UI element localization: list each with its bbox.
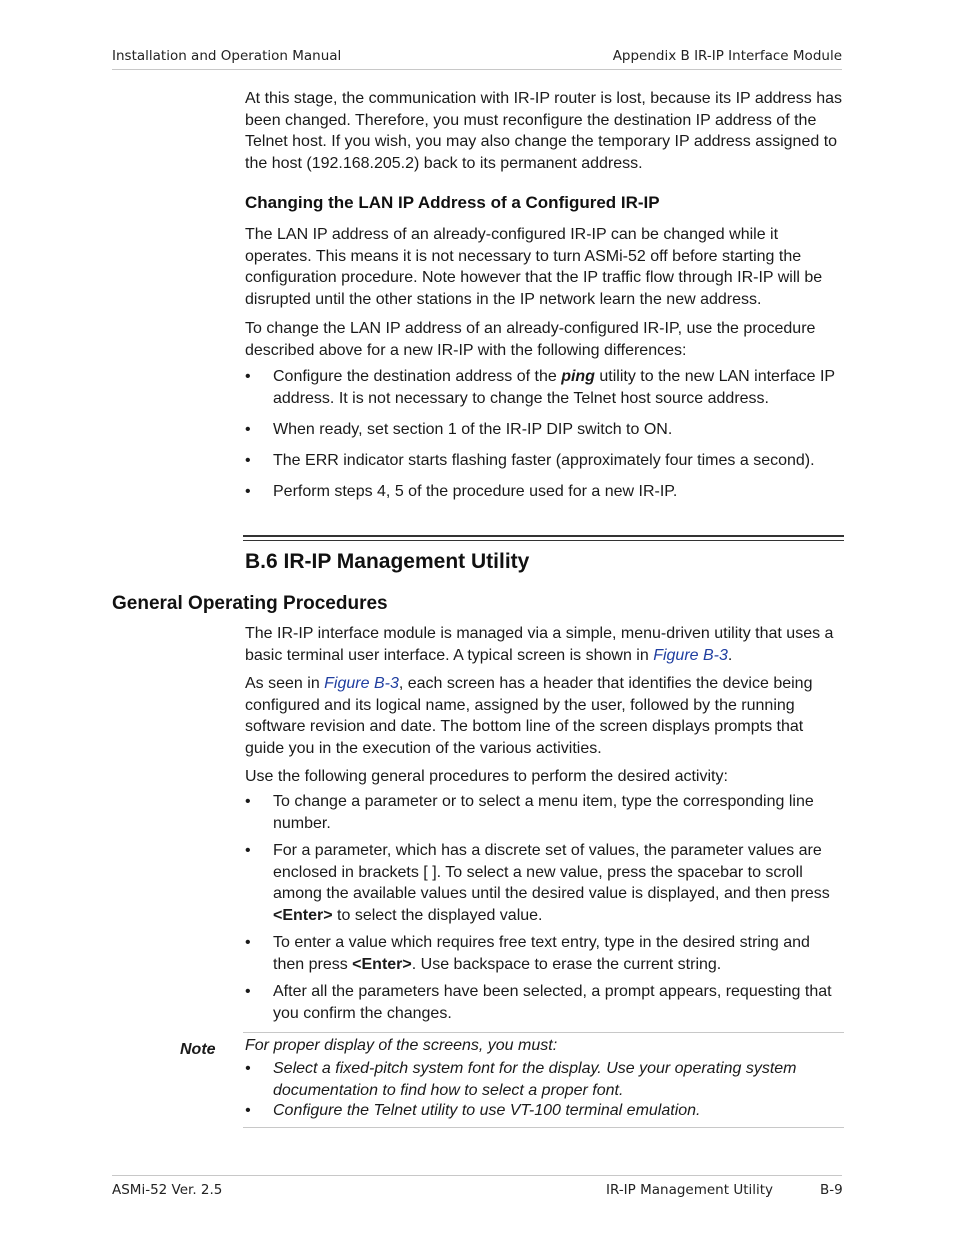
bullet-marker: •: [245, 934, 251, 951]
page-number: B-9: [820, 1182, 843, 1198]
section-heading-lan-ip: Changing the LAN IP Address of a Configured IR-IP: [245, 193, 660, 212]
b6-paragraph-3: Use the following general procedures to perform the desired activity:: [245, 768, 728, 785]
running-header-right: Appendix B IR-IP Interface Module: [612, 48, 842, 64]
bullet-marker: •: [245, 983, 251, 1000]
footer-section: IR-IP Management Utility: [606, 1182, 774, 1198]
ping-command: ping: [561, 368, 595, 385]
b6-paragraph-1: The IR-IP interface module is managed via a simple, menu-driven utility that uses a basic terminal user interface. A typical screen is shown in Figure B-3.: [245, 625, 834, 664]
bullet-marker: •: [245, 483, 251, 500]
footer-product: ASMi-52 Ver. 2.5: [112, 1182, 223, 1198]
footer-divider: [112, 1175, 842, 1176]
section-title-b6: B.6 IR-IP Management Utility: [245, 550, 530, 573]
bullet-marker: •: [245, 842, 251, 859]
list-item-text: The ERR indicator starts flashing faster (approximately four times a second).: [273, 452, 815, 469]
running-header-left: Installation and Operation Manual: [112, 48, 342, 64]
list-item-text: After all the parameters have been selected, a prompt appears, requesting that you confirm the changes.: [273, 983, 832, 1022]
note-bottom-divider: [243, 1127, 844, 1128]
lan-paragraph-2: To change the LAN IP address of an already-configured IR-IP, use the procedure described above for a new IR-IP with the following differences:: [245, 320, 816, 359]
intro-paragraph: At this stage, the communication with IR-IP router is lost, because its IP address has been changed. Therefore, you must reconfigure the destination IP address of the Telnet host. If you wish, you may also change the temporary IP address assigned to the host (192.168.205.2) back to its permanent address.: [245, 90, 843, 172]
list-item-text: To change a parameter or to select a menu item, type the corresponding line number.: [273, 793, 814, 832]
enter-key: <Enter>: [352, 955, 412, 973]
list-item-text: Configure the Telnet utility to use VT-100 terminal emulation.: [273, 1102, 701, 1119]
list-item-text: To enter a value which requires free text entry, type in the desired string and then press <Enter>. Use backspace to erase the current string.: [273, 934, 810, 973]
list-item-text: Perform steps 4, 5 of the procedure used for a new IR-IP.: [273, 483, 678, 500]
bullet-marker: •: [245, 1060, 251, 1077]
section-divider: [243, 535, 844, 541]
bullet-marker: •: [245, 1102, 251, 1119]
note-top-divider: [243, 1032, 844, 1033]
bullet-marker: •: [245, 368, 251, 385]
b6-paragraph-2: As seen in Figure B-3, each screen has a header that identifies the device being configured and its logical name, assigned by the user, followed by the running software revision and date. The bottom line of the screen displays prompts that guide you in the execution of the various activities.: [245, 675, 813, 757]
list-item-text: When ready, set section 1 of the IR-IP DIP switch to ON.: [273, 421, 673, 438]
figure-link[interactable]: Figure B-3: [653, 646, 728, 664]
bullet-marker: •: [245, 452, 251, 469]
list-item-text: For a parameter, which has a discrete set of values, the parameter values are enclosed in brackets [ ]. To select a new value, press the spacebar to scroll among the available values until the desired value is displayed, and then press <Enter> to select the displayed value.: [273, 842, 830, 924]
lan-paragraph-1: The LAN IP address of an already-configured IR-IP can be changed while it operates. This means it is not necessary to turn ASMi-52 off before starting the configuration procedure. Note however that the IP traffic flow through IR-IP will be disrupted until the other stations in the IP network learn the new address.: [245, 226, 823, 308]
bullet-marker: •: [245, 421, 251, 438]
enter-key: <Enter>: [273, 906, 333, 924]
subsection-title-general: General Operating Procedures: [112, 593, 388, 614]
list-item-text: Configure the destination address of the ping utility to the new LAN interface IP address. It is not necessary to change the Telnet host source address.: [273, 368, 835, 407]
header-divider: [112, 69, 842, 70]
note-intro: For proper display of the screens, you must:: [245, 1037, 558, 1054]
list-item-text: Select a fixed-pitch system font for the display. Use your operating system documentation to find how to select a proper font.: [273, 1060, 797, 1099]
figure-link[interactable]: Figure B-3: [324, 675, 399, 692]
note-label: Note: [180, 1041, 216, 1058]
bullet-marker: •: [245, 793, 251, 810]
